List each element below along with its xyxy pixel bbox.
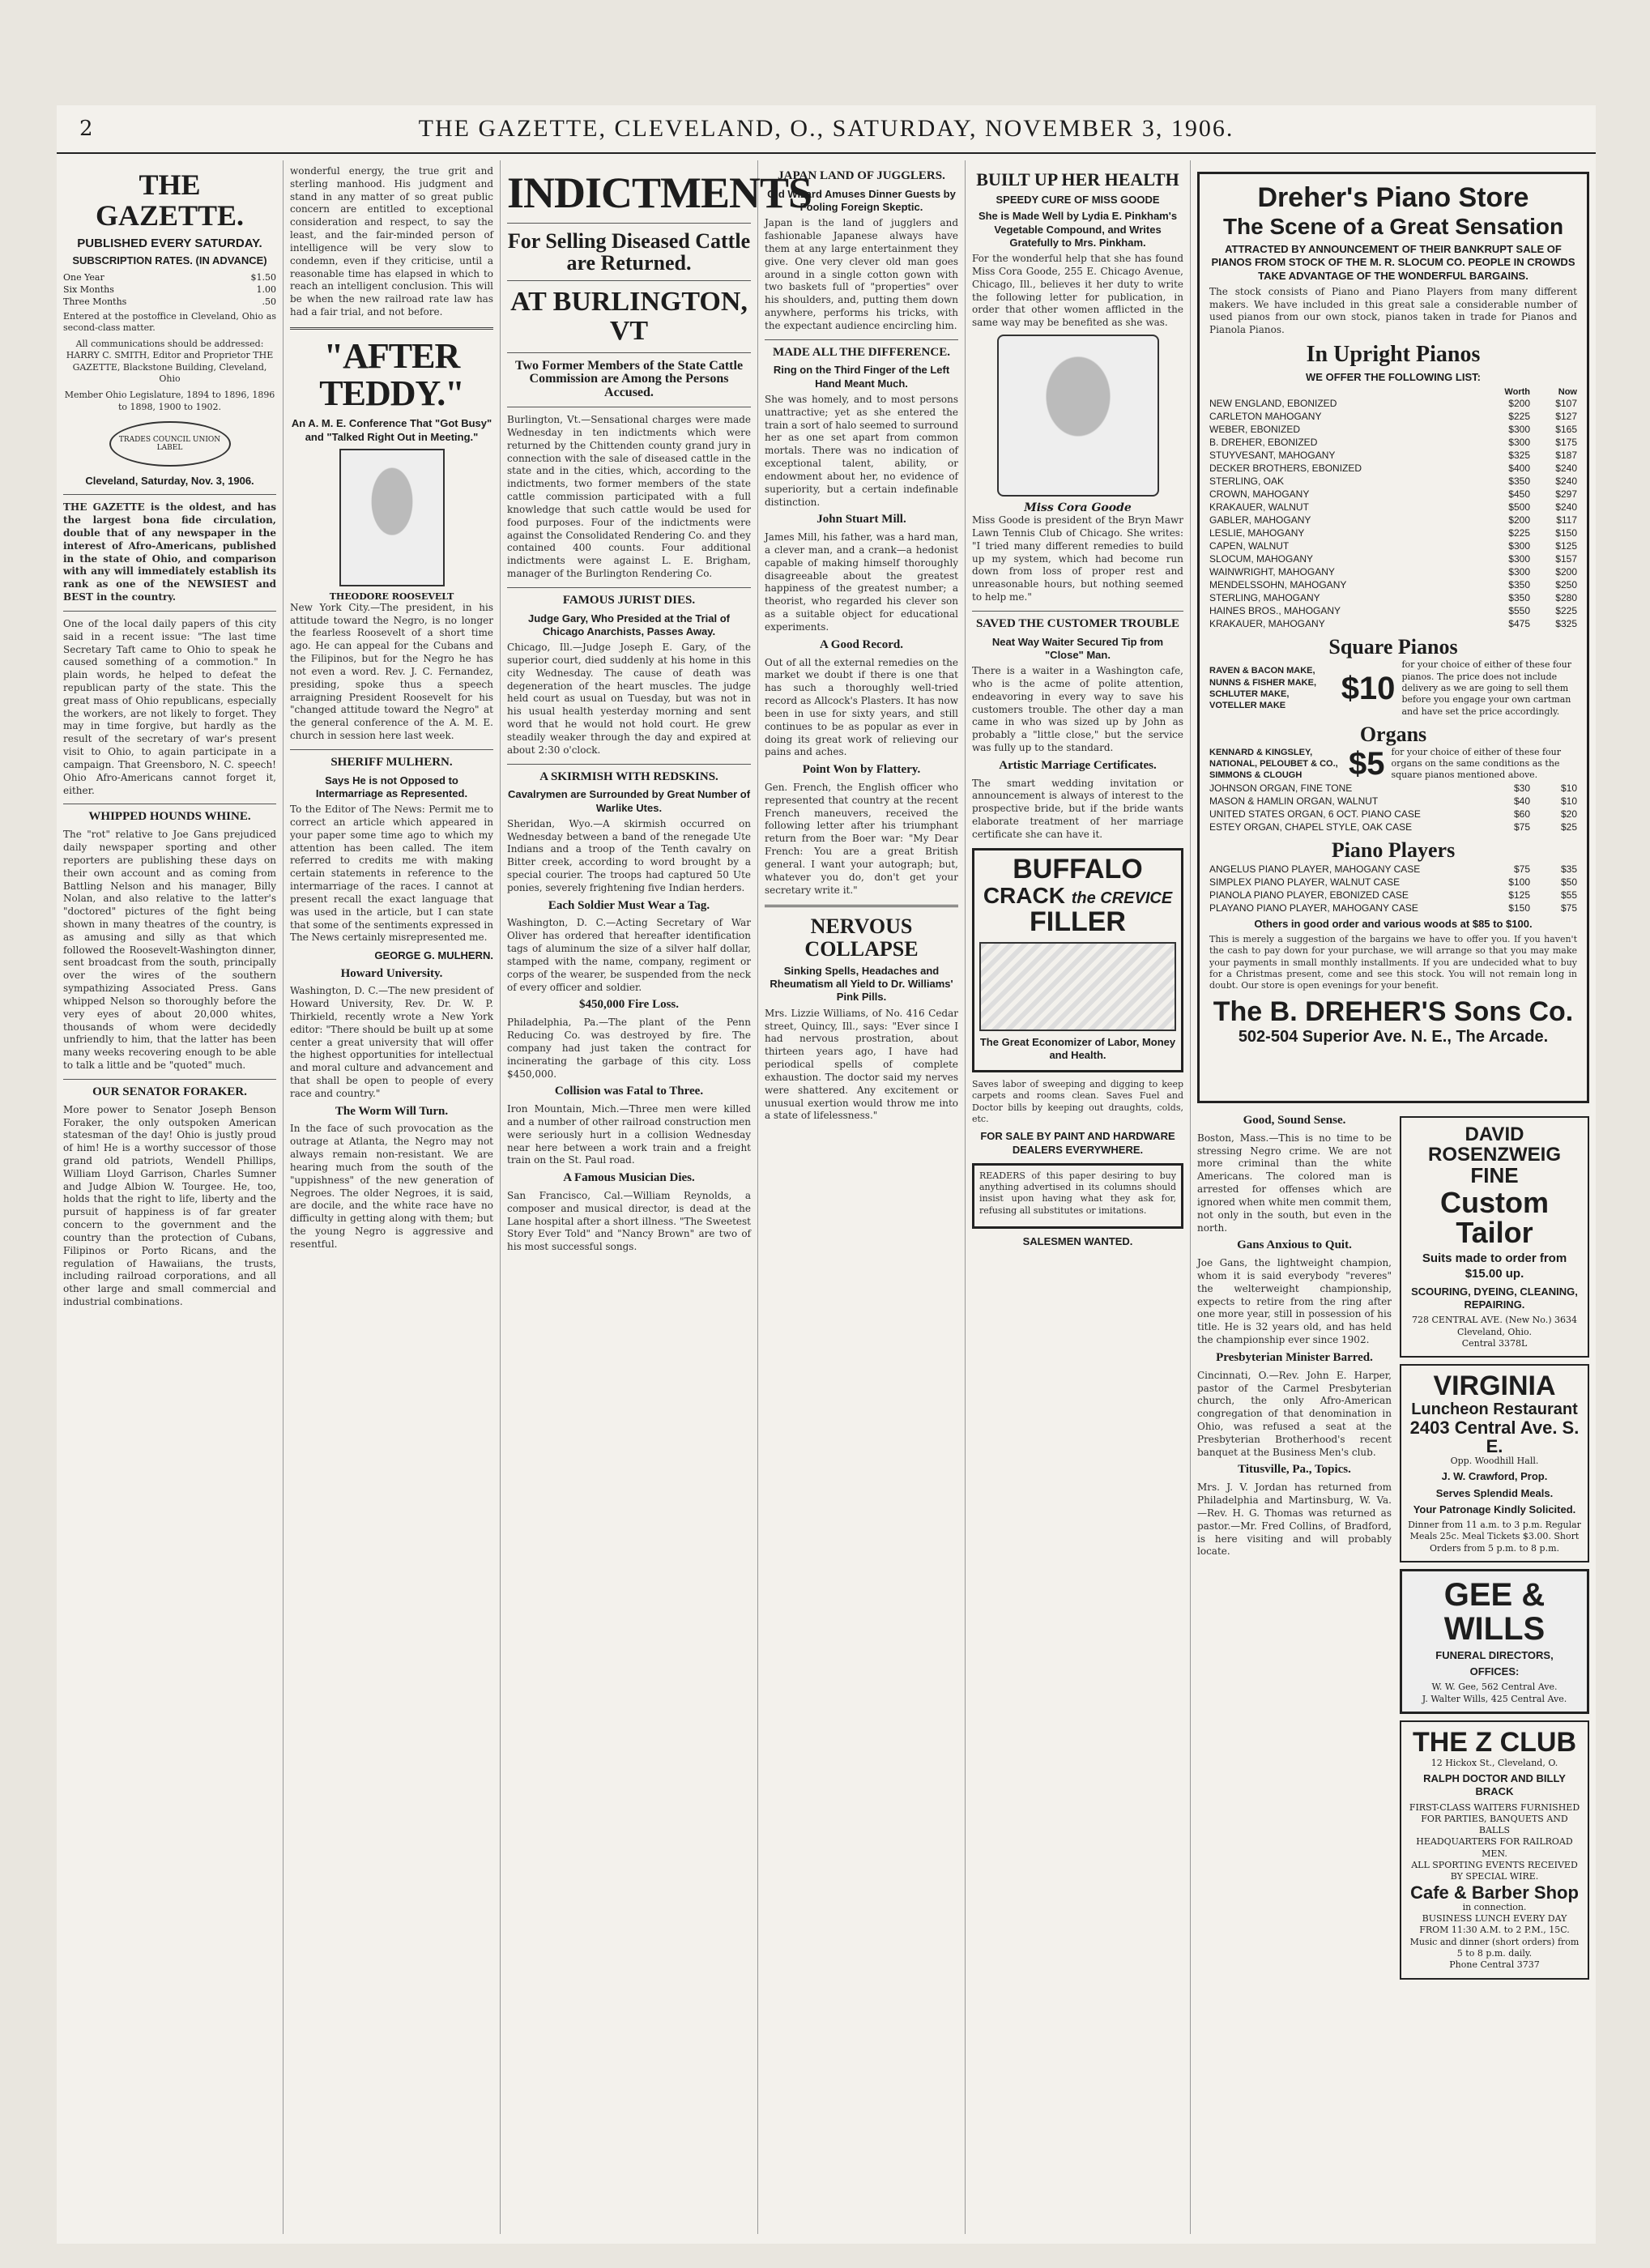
rate-row: Six Months 1.00 <box>63 284 276 295</box>
headline-built-up-health: BUILT UP HER HEALTH <box>976 169 1179 190</box>
headline-musician-dies: A Famous Musician Dies. <box>563 1171 695 1185</box>
roosevelt-portrait <box>339 449 445 586</box>
article-body: Iron Mountain, Mich.—Three men were killed and a number of other railroad construction men were seriously hurt in a collision Wednesday near here between a work train and a freight train on the St. Paul road. <box>507 1103 751 1166</box>
price-row: LESLIE, MAHOGANY $225 $150 <box>1209 527 1577 539</box>
price-row: HAINES BROS., MAHOGANY $550 $225 <box>1209 605 1577 617</box>
article-body: Chicago, Ill.—Judge Joseph E. Gary, of the superior court, died suddenly at his home in this city Wednesday. The cause of death was degeneration of the heart muscles. The judge held court as usual on Tuesday, but was not in his usual health yesterday morning and sent word that he would not hold court. He grew steadily weaker through the day and expired at about 2:30 o'clock. <box>507 642 751 756</box>
postoffice-note: Entered at the postoffice in Cleveland, Ohio as second-class matter. <box>63 310 276 333</box>
price-row: ANGELUS PIANO PLAYER, MAHOGANY CASE $75 $35 <box>1209 863 1577 875</box>
dreher-subtitle: The Scene of a Great Sensation <box>1222 214 1564 239</box>
price-row: WEBER, EBONIZED $300 $165 <box>1209 424 1577 436</box>
headline-after-teddy: "AFTER TEDDY." <box>319 335 464 414</box>
gee-wills-ad: GEE & WILLS FUNERAL DIRECTORS, OFFICES: W. W. Gee, 562 Central Ave. J. Walter Wills, 425 Central Ave. <box>1400 1569 1589 1714</box>
subhead-waiter: Neat Way Waiter Secured Tip from "Close" Man. <box>991 635 1164 661</box>
headline-saved-trouble: SAVED THE CUSTOMER TROUBLE <box>975 616 1180 630</box>
players-heading: Piano Players <box>1331 838 1456 862</box>
lead-paragraph: THE GAZETTE is the oldest, and has the largest bona fide circulation, double that of any newspaper in the interest of Afro-Americans, published in the state of Ohio, and comparison with any will immediately establish its rank as one of the NEWSIEST and BEST in the country. <box>63 501 276 603</box>
article-body: She was homely, and to most persons unattractive; yet as she entered the train a sort of halo seemed to surround her as one set apart from common mortals. There was no indication of exceptional talent, ability, or endowment about her, no evidence of superiority, but a certain indefinable distinction. <box>765 393 958 508</box>
dreher-address: 502-504 Superior Ave. N. E., The Arcade. <box>1238 1028 1549 1047</box>
subhead-difference: Ring on the Third Finger of the Left Hand Meant Much. <box>773 364 950 390</box>
article-body: wonderful energy, the true grit and sterling manhood. His judgment and stand in any matter of so great public concern are entitled to exceptional consideration and respect, to say the least, and the fair-minded person of intelligence will be very slow to condemn, even if they criticise, until a reasonable time has elapsed in which to reach an intelligent conclusion. This will be when the new railroad rate law has had a fair trial, and not before. <box>290 165 493 318</box>
subhead-japan: Old Wizard Amuses Dinner Guests by Fooling Foreign Skeptic. <box>767 187 956 213</box>
article-body: The "rot" relative to Joe Gans prejudiced daily newspaper sporting and other reporters are publishing these days on their own account and as coming from Battling Nelson and his manager, Billy Nolan, and also relative to the latter's "doctored" pictures of the fight being shown in many theatres of the country, is as amusing and silly as that which followed the Roosevelt-Washington dinner, sent broadcast from the south, principally over the wires of the southern sympathizing Associated Press. Gans whipped Nelson so thoroughly before the very eyes of about 20,000 whites, thousands of whom were decidedly unfriendly to him, that the latter has been many weeks recovering enough to be able to talk a little and be "quoted" much. <box>63 829 276 1072</box>
article-body: Washington, D. C.—The new president of Howard University, Rev. Dr. W. P. Thirkield, recently wrote a New York editor: "There should be built up at some center a great university that will offer the highest opportunities for intellectual and moral culture and advancement and that shall be open to people of every race and country." <box>290 985 493 1099</box>
price-row: STERLING, OAK $350 $240 <box>1209 475 1577 488</box>
price-row: SIMPLEX PIANO PLAYER, WALNUT CASE $100 $50 <box>1209 876 1577 888</box>
dreher-piano-ad: Dreher's Piano Store The Scene of a Great Sensation ATTRACTED BY ANNOUNCEMENT OF THEIR BANKRUPT SALE OF PIANOS FROM STOCK OF THE M. R. SLOCUM CO. PEOPLE IN CROWDS TAKE ADVANTAGE OF THE WONDERFUL BARGAINS. The stock consists of Piano and Piano Players from many different makers. We have included in this great sale a considerable number of used pianos from our own stock, pianos taken in trade for Pianos and Pianola Pianos. In Upright Pianos WE OFFER THE FOLLOWING LIST: Worth Now NEW ENGLAND, EBONIZED $200 $107 CARLETON MAHOGANY $225 $127 WEBER, EBONIZED $300 $165 B. DREHER, EBONIZED $300 $175 STUYVESANT, MAHOGANY $325 $187 DECKER BROTHERS, EBONIZED $400 $240 STERLING, OAK $350 $240 CROWN, MAHOGANY $450 $297 KRAKAUER, WALNUT $500 $240 GABLER, MAHOGANY $200 $117 LESLIE, MAHOGANY $225 $150 CAPEN, WALNUT $300 $125 SLOCUM, MAHOGANY $300 $157 WAINWRIGHT, MAHOGANY $300 $200 MENDELSSOHN, MAHOGANY $350 $250 STERLING, MAHOGANY $350 $280 HAINES BROS., MAHOGANY $550 $225 KRAKAUER, MAHOGANY $475 $325 Square Pianos RAVEN & BACON MAKE, NUNNS & FISHER MAKE, SCHLUTER MAKE, VOTELLER MAKE $10 for your choice of either of these four pianos. The price does not include delivery as we are going to sell them before you engage your own cartman and have set the price accordingly. Organs KENNARD & KINGSLEY, NATIONAL, PELOUBET & CO., SIMMONS & CLOUGH $5 for your choice of either of these four organs on the same conditions as the square pianos mentioned above. JOHNSON ORGAN, FINE TONE $30 $10 MASON & HAMLIN ORGAN, WALNUT $40 $10 UNITED STATES ORGAN, 6 OCT. PIANO CASE $60 $20 ESTEY ORGAN, CHAPEL STYLE, OAK CASE $75 $25 Piano Players ANGELUS PIANO PLAYER, MAHOGANY CASE $75 $35 SIMPLEX PIANO PLAYER, WALNUT CASE $100 $50 PIANOLA PIANO PLAYER, EBONIZED CASE $125 $55 PLAYANO PIANO PLAYER, MAHOGANY CASE $150 $75 Others in good order and various woods at $85 to $100. This is merely a suggestion of the bargains we have to offer you. If you haven't the cash to pay down for your purchase, we will arrange so that you may make your payments in small monthly installments. If you are undecided what to buy for a Christmas present, come and see this stock. You will not remain long in doubt. Our store is open evenings for your benefit. The B. DREHER'S Sons Co. 502-504 Superior Ave. N. E., The Arcade. <box>1197 172 1589 1103</box>
rate-row: One Year $1.50 <box>63 271 276 283</box>
article-body: To the Editor of The News: Permit me to correct an article which appeared in your paper some time ago to which my attention has been called. The item referred to credits me with making certain statements in reference to the intermarriage of the races. I cannot at present recall the exact language that was used in the article, but I can state that some of the sentiments expressed in The News certainly misrepresented me. <box>290 804 493 944</box>
headline-jurist-dies: FAMOUS JURIST DIES. <box>562 593 696 607</box>
article-body: For the wonderful help that she has found Miss Cora Goode, 255 E. Chicago Avenue, Chicago, Ill., believes it her duty to write the following letter for publication, in order that other women afflicted in the same way may be benefited as she was. <box>972 253 1183 329</box>
article-body: Philadelphia, Pa.—The plant of the Penn Reducing Co. was destroyed by fire. The company had just taken the contract for incinerating the garbage of this city. Loss $450,000. <box>507 1017 751 1080</box>
article-body: New York City.—The president, in his attitude toward the Negro, is no longer the fearless Roosevelt of a short time ago. He can appeal for the Cubans and the Filipinos, but for the Negro he has not even a word. Rev. J. C. Fernandez, presiding, spoke thus a speech arraigning President Roosevelt for his "changed attitude toward the Negro" at the general conference of the A. M. E. church in session here last week. <box>290 601 493 742</box>
upright-price-table: Worth Now NEW ENGLAND, EBONIZED $200 $107 CARLETON MAHOGANY $225 $127 WEBER, EBONIZED $300 $165 B. DREHER, EBONIZED $300 $175 STUYVESANT, MAHOGANY $325 $187 DECKER BROTHERS, EBONIZED $400 $240 STERLING, OAK $350 $240 CROWN, MAHOGANY $450 $297 KRAKAUER, WALNUT $500 $240 GABLER, MAHOGANY $200 $117 LESLIE, MAHOGANY $225 $150 CAPEN, WALNUT $300 $125 SLOCUM, MAHOGANY $300 $157 WAINWRIGHT, MAHOGANY $300 $200 MENDELSSOHN, MAHOGANY $350 $250 STERLING, MAHOGANY $350 $280 HAINES BROS., MAHOGANY $550 $225 KRAKAUER, MAHOGANY $475 $325 <box>1209 387 1577 630</box>
rates-heading: SUBSCRIPTION RATES. (IN ADVANCE) <box>72 254 267 267</box>
headline-good-record: A Good Record. <box>820 637 903 651</box>
editorial-paragraph: One of the local daily papers of this city said in a recent issue: "The last time Secretary Taft came to Ohio to speak he caused something of a commotion." In plain words, he helped to defeat the republican party of the state. This the great mass of Ohio republicans, especially the workers, are not likely to forget. They may in time forgive, but hardly as the result of the secretary of war's present visit to Ohio, to again participate in a campaign. That Greensboro, N. C. speech! Ohio Afro-Americans cannot forget it, either. <box>63 617 276 796</box>
article-body: James Mill, his father, was a hard man, a clever man, and a crank—a hedonist capable of making himself thoroughly disagreeable about the greatest happiness of the greatest number; a theorist, who regarded his clever son as a suitable object for educational experiments. <box>765 531 958 633</box>
headline-soldier-tag: Each Soldier Must Wear a Tag. <box>548 898 710 912</box>
article-body: Gen. French, the English officer who represented that country at the recent French maneuvers, received the following letter after his triumphant return from the Boer war: "My Dear French: You are a great British general. I want your autograph; but, whatever you do, don't get your secretary write it." <box>765 781 958 896</box>
signature: GEORGE G. MULHERN. <box>374 949 493 962</box>
column-4 <box>758 160 966 2234</box>
price-row: KRAKAUER, MAHOGANY $475 $325 <box>1209 618 1577 630</box>
subhead-skirmish: Cavalrymen are Surrounded by Great Number of Warlike Utes. <box>507 788 751 814</box>
player-price-table <box>1209 863 1577 914</box>
masthead-title: THE GAZETTE, CLEVELAND, O., SATURDAY, NOVEMBER 3, 1906. <box>418 115 1234 142</box>
price-row: ESTEY ORGAN, CHAPEL STYLE, OAK CASE $75 $25 <box>1209 821 1577 833</box>
address-note: All communications should be addressed: HARRY C. SMITH, Editor and Proprietor THE GAZETTE, Blackstone Building, Cleveland, Ohio <box>66 339 274 385</box>
subhead-sheriff-mulhern: Says He is not Opposed to Intermarriage as Represented. <box>315 774 468 799</box>
headline-howard-university: Howard University. <box>340 966 443 980</box>
dateline: Cleveland, Saturday, Nov. 3, 1906. <box>85 474 254 487</box>
price-row: GABLER, MAHOGANY $200 $117 <box>1209 514 1577 526</box>
subhead-after-teddy: An A. M. E. Conference That "Got Busy" and "Talked Right Out in Meeting." <box>291 417 492 443</box>
price-row: PIANOLA PIANO PLAYER, EBONIZED CASE $125 $55 <box>1209 889 1577 901</box>
headline-worm-will-turn: The Worm Will Turn. <box>335 1104 449 1118</box>
article-body: Burlington, Vt.—Sensational charges were made Wednesday in ten indictments which were returned by the Chittenden county grand jury in connection with the sale of diseased cattle in the state and in the cities, which, according to the indictments, two former members of the state cattle commission participated with a full knowledge that such cattle would be used for food purposes. Four of the indictments were against the Consolidated Rendering Co. and they contained 400 counts. Four additional indictments were against L. E. Brigham, manager of the Burlington Rendering Co. <box>507 414 751 579</box>
column-2 <box>284 160 501 2234</box>
subhead-commission: Two Former Members of the State Cattle Commission are Among the Persons Accused. <box>514 358 744 400</box>
price-row: WAINWRIGHT, MAHOGANY $300 $200 <box>1209 566 1577 578</box>
square-heading: Square Pianos <box>1328 635 1458 659</box>
column-3 <box>501 160 812 2234</box>
price-row: SLOCUM, MAHOGANY $300 $157 <box>1209 553 1577 565</box>
paper-name: THE GAZETTE. <box>95 168 245 232</box>
article-body: In the face of such provocation as the outrage at Atlanta, the Negro may not always remain non-resistant. We are hearing much from the south of the "uppishness" of the new generation of Negroes. The older Negroes, it is said, are docile, and the white race have no difficulty in getting along with them; but the young Negro is aggressive and resentful. <box>290 1123 493 1250</box>
price-row: STERLING, MAHOGANY $350 $280 <box>1209 592 1577 604</box>
headline-collision: Collision was Fatal to Three. <box>554 1085 704 1098</box>
article-body: More power to Senator Joseph Benson Foraker, the only outspoken American statesman of the day! Ohio is justly proud of him! He is a worthy successor of those grand old patriots, Wendell Phillips, William Lloyd Garrison, Charles Sumner and Judge Albion W. Tourgee. He, too, holds that the right to life, liberty and the pursuit of happiness is of far greater concern to the government and the country than the protection of Cubans, Filipinos or Porto Ricans, and the regulation of Hawaiians, the trusts, including railroad corporations, and all other large and small commercial and industrial combinations. <box>63 1103 276 1308</box>
price-row: B. DREHER, EBONIZED $300 $175 <box>1209 437 1577 449</box>
article-body: Mrs. Lizzie Williams, of No. 416 Cedar street, Quincy, Ill., says: "Ever since I had nervous prostration, about thirteen years ago, I have had periodical spells of complete exhaustion. The doctor said my nerves were shattered. Any excitement or unusual exertion would throw me into a state of lifelessness." <box>765 1007 958 1122</box>
price-row: MASON & HAMLIN ORGAN, WALNUT $40 $10 <box>1209 795 1577 807</box>
price-row: KRAKAUER, WALNUT $500 $240 <box>1209 501 1577 514</box>
union-label-emblem: TRADES COUNCIL UNION LABEL <box>109 421 231 467</box>
page-number: 2 <box>79 117 93 141</box>
headline-skirmish: A SKIRMISH WITH REDSKINS. <box>539 770 718 783</box>
headline-indictments: INDICTMENTS <box>507 168 812 217</box>
z-club-ad: THE Z CLUB 12 Hickox St., Cleveland, O. RALPH DOCTOR AND BILLY BRACK FIRST-CLASS WAITERS FURNISHED FOR PARTIES, BANQUETS AND BALLS HEADQUARTERS FOR RAILROAD MEN. ALL SPORTING EVENTS RECEIVED BY SPECIAL WIRE. Cafe & Barber Shop in connection. BUSINESS LUNCH EVERY DAY FROM 11:30 A.M. to 2 P.M., 15C. Music and dinner (short orders) from 5 to 8 p.m. daily. Phone Central 3737 <box>1400 1720 1589 1979</box>
headline-marriage-certificates: Artistic Marriage Certificates. <box>999 758 1157 772</box>
news-briefs: Good, Sound Sense. Boston, Mass.—This is no time to be stressing Negro crime. We are not more criminal than the white Americans. The colored man is arrested for offenses which are ignored when white men commit them, not only in the south, but even in the north. Gans Anxious to Quit. Joe Gans, the lightweight champion, whom it is said everybody "reveres" the welterweight championship, expects to retire from the ring after one more year, still in possession of his title. He is 32 years old, and has held the championship ever since 1902. Presbyterian Minister Barred. Cincinnati, O.—Rev. John E. Harper, pastor of the Carmel Presbyterian church, the only Afro-American congregation of that denomination in Ohio, was refused a seat at the Presbyterian Brotherhood's recent banquet at the Business Men's club. Titusville, Pa., Topics. Mrs. J. V. Jordan has returned from Philadelphia and Martinsburg, W. Va. —Rev. H. G. Thomas was returned as pastor.—Mr. Fred Collins, of Bradford, is here visiting and will probably locate. <box>1197 1114 1392 1558</box>
subhead-nervous: Sinking Spells, Headaches and Rheumatism all Yield to Dr. Williams' Pink Pills. <box>770 964 953 1004</box>
price-row: PLAYANO PIANO PLAYER, MAHOGANY CASE $150 $75 <box>1209 902 1577 914</box>
price-row: DECKER BROTHERS, EBONIZED $400 $240 <box>1209 463 1577 475</box>
virginia-restaurant-ad: VIRGINIA Luncheon Restaurant 2403 Central Ave. S. E. Opp. Woodhill Hall. J. W. Crawford, Prop. Serves Splendid Meals. Your Patronage Kindly Solicited. Dinner from 11 a.m. to 3 p.m. Regular Meals 25c. Meal Tickets $3.00. Short Orders from 5 p.m. to 8 p.m. <box>1400 1364 1589 1562</box>
article-body: There is a waiter in a Washington cafe, who is the acme of polite attention, endeavoring in every way to save his customers trouble. The other day a man came in who was sized up by John as probably a "little close," but the service was fully up to the standard. <box>972 665 1183 754</box>
dreher-title: Dreher's Piano Store <box>1257 182 1529 213</box>
ad-for-sale: FOR SALE BY PAINT AND HARDWARE DEALERS EVERYWHERE. <box>980 1130 1175 1156</box>
subhead-diseased-cattle: For Selling Diseased Cattle are Returned. <box>507 228 751 275</box>
headline-senator-foraker: OUR SENATOR FORAKER. <box>92 1085 247 1098</box>
organs-heading: Organs <box>1359 722 1427 746</box>
column-6 <box>1191 160 1596 2234</box>
headline-made-difference: MADE ALL THE DIFFERENCE. <box>773 345 950 359</box>
dreher-company: The B. DREHER'S Sons Co. <box>1213 996 1574 1028</box>
miss-goode-portrait <box>997 335 1159 497</box>
buffalo-crack-filler-ad: BUFFALO CRACK the CREVICE FILLER The Great Economizer of Labor, Money and Health. <box>972 848 1183 1072</box>
headline-flattery: Point Won by Flattery. <box>802 763 921 777</box>
article-body: Miss Goode is president of the Bryn Mawr Lawn Tennis Club of Chicago. She writes: "I tried many different remedies to build up my system, which had become run down from loss of proper rest and unreasonable hours, but nothing seemed to help me." <box>972 514 1183 603</box>
article-body: Out of all the external remedies on the market we doubt if there is one that has such a thoroughly well-tried record as Allcock's Plasters. It has now been in use for sixty years, and still continues to be as popular as ever in doing its great work of relieving our pains and aches. <box>765 656 958 758</box>
headline-whipped-hounds: WHIPPED HOUNDS WHINE. <box>88 810 251 824</box>
subhead-jurist: Judge Gary, Who Presided at the Trial of Chicago Anarchists, Passes Away. <box>528 612 730 637</box>
upright-heading: In Upright Pianos <box>1306 342 1481 368</box>
organ-price-table <box>1209 782 1577 833</box>
newspaper-page <box>57 105 1596 2244</box>
column-5 <box>966 160 1191 2234</box>
portrait-caption: Miss Cora Goode <box>1024 501 1132 515</box>
price-row: MENDELSSOHN, MAHOGANY $350 $250 <box>1209 579 1577 591</box>
price-row: CAPEN, WALNUT $300 $125 <box>1209 540 1577 552</box>
article-body: Sheridan, Wyo.—A skirmish occurred on Wednesday between a band of the renegade Ute Indians and a troop of the Tenth cavalry on Bitter creek, according to word brought by a special courier. The troops had captured 50 Ute ponies, severely frightening five Indian herders. <box>507 817 751 893</box>
headline-fire-loss: $450,000 Fire Loss. <box>578 998 680 1012</box>
local-ads <box>1400 1110 1589 1986</box>
price-row: JOHNSON ORGAN, FINE TONE $30 $10 <box>1209 782 1577 794</box>
ad-copy: Saves labor of sweeping and digging to keep carpets and rooms clean. Saves Fuel and Doctor bills by keeping out draughts, colds, etc. <box>972 1079 1183 1124</box>
article-body: The smart wedding invitation or announcement is always of interest to the prospective bride, but if the bride wants elaborate treatment of her marriage certificate she can have it. <box>972 777 1183 840</box>
price-row: UNITED STATES ORGAN, 6 OCT. PIANO CASE $60 $20 <box>1209 808 1577 820</box>
article-body: San Francisco, Cal.—William Reynolds, a composer and musical director, is dead at the Lane hospital after a short illness. "The Sweetest Story Ever Told" and "Nancy Brown" are two of his most successful songs. <box>507 1189 751 1253</box>
portrait-caption: THEODORE ROOSEVELT <box>329 590 454 602</box>
rates-table <box>63 271 276 308</box>
rate-row: Three Months .50 <box>63 296 276 307</box>
article-body: Washington, D. C.—Acting Secretary of War Oliver has ordered that hereafter identification tags of aluminum the size of a silver half dollar, stamped with the name, company, regiment or corps of the wearer, be suspended from the neck of every officer and soldier. <box>507 917 751 993</box>
price-row: CARLETON MAHOGANY $225 $127 <box>1209 411 1577 423</box>
rosenzweig-tailor-ad: DAVID ROSENZWEIG FINE Custom Tailor Suits made to order from $15.00 up. SCOURING, DYEING, CLEANING, REPAIRING. 728 CENTRAL AVE. (New No.) 3634 Cleveland, Ohio. Central 3378L <box>1400 1116 1589 1358</box>
masthead <box>57 105 1596 154</box>
readers-notice: READERS of this paper desiring to buy anything advertised in its columns should insist upon having what they ask for, refusing all substitutes or imitations. <box>972 1163 1183 1229</box>
headline-nervous-collapse: NERVOUS COLLAPSE <box>804 914 919 961</box>
subhead-pinkham: She is Made Well by Lydia E. Pinkham's Vegetable Compound, and Writes Gratefully to Mrs. Pinkham. <box>978 210 1178 249</box>
subhead-miss-goode: SPEEDY CURE OF MISS GOODE <box>996 194 1160 207</box>
headline-japan-jugglers: JAPAN LAND OF JUGGLERS. <box>778 169 945 182</box>
headline-john-stuart-mill: John Stuart Mill. <box>816 513 906 526</box>
price-row: STUYVESANT, MAHOGANY $325 $187 <box>1209 450 1577 462</box>
subhead-burlington: AT BURLINGTON, VT <box>510 287 748 346</box>
member-note: Member Ohio Legislature, 1894 to 1896, 1896 to 1898, 1900 to 1902. <box>64 390 275 412</box>
salesmen-wanted: SALESMEN WANTED. <box>1022 1234 1133 1247</box>
column-1 <box>57 160 284 2234</box>
published-line: PUBLISHED EVERY SATURDAY. <box>77 236 262 250</box>
price-row: NEW ENGLAND, EBONIZED $200 $107 <box>1209 398 1577 410</box>
headline-sheriff-mulhern: SHERIFF MULHERN. <box>330 755 453 769</box>
price-row: CROWN, MAHOGANY $450 $297 <box>1209 488 1577 501</box>
housework-illustration <box>979 942 1176 1031</box>
article-body: Japan is the land of jugglers and fashionable Japanese always have them at any large entertainment they give. One very clever old man goes around in a single cotton gown with two baskets full of "properties" over his shoulders, and, putting them down anywhere, performs his tricks, with the expectant audience encircling him. <box>765 217 958 331</box>
